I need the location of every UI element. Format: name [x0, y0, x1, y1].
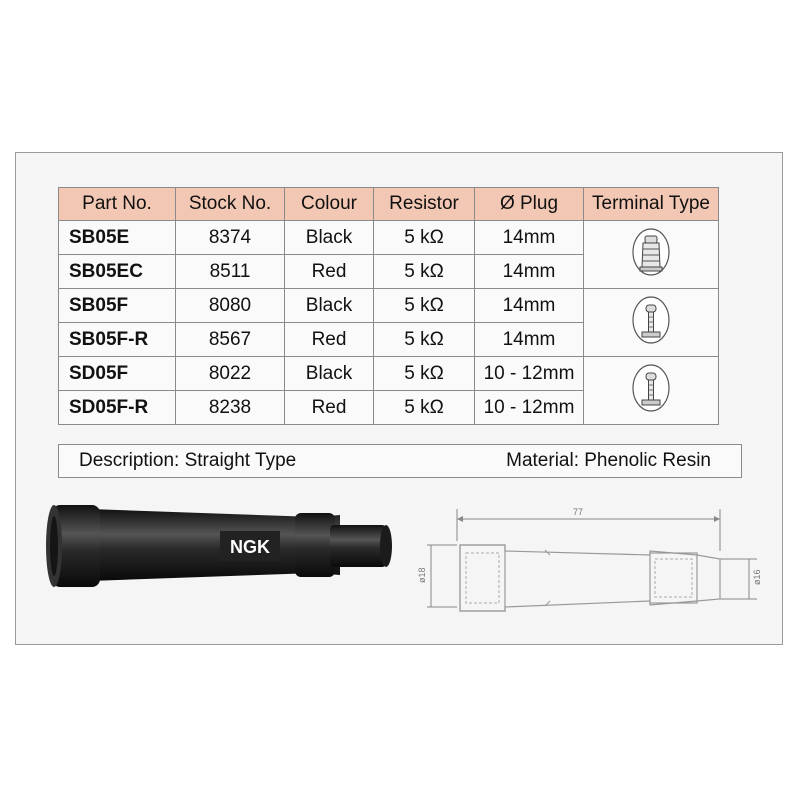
cell-stock-no: 8080 — [176, 289, 285, 323]
spec-table — [58, 187, 719, 425]
cell-stock-no: 8374 — [176, 221, 285, 255]
product-photo — [40, 495, 400, 595]
cell-colour: Red — [285, 391, 374, 425]
cell-plug: 14mm — [475, 221, 584, 255]
cell-resistor: 5 kΩ — [374, 255, 475, 289]
cell-plug: 14mm — [475, 255, 584, 289]
material-text: Material: Phenolic Resin — [506, 450, 711, 471]
description-text: Description: Straight Type — [79, 450, 297, 471]
cell-part-no: SD05F — [59, 357, 176, 391]
cell-part-no: SB05E — [59, 221, 176, 255]
cell-stock-no: 8238 — [176, 391, 285, 425]
cell-resistor: 5 kΩ — [374, 289, 475, 323]
length-dimension: 77 — [573, 507, 584, 517]
header-stock-no: Stock No. — [176, 188, 285, 221]
cell-part-no: SB05F — [59, 289, 176, 323]
cell-part-no: SD05F-R — [59, 391, 176, 425]
cell-colour: Black — [285, 357, 374, 391]
cell-resistor: 5 kΩ — [374, 391, 475, 425]
ngk-logo: NGK — [230, 537, 270, 557]
cell-terminal-type — [584, 289, 719, 357]
dimension-drawing — [405, 495, 765, 615]
cell-resistor: 5 kΩ — [374, 357, 475, 391]
cell-colour: Red — [285, 255, 374, 289]
cell-part-no: SB05EC — [59, 255, 176, 289]
cell-terminal-type — [584, 221, 719, 289]
header-resistor: Resistor — [374, 188, 475, 221]
terminal-screw-icon — [631, 363, 671, 413]
header-part-no: Part No. — [59, 188, 176, 221]
cell-terminal-type — [584, 357, 719, 425]
terminal-screw-icon — [631, 295, 671, 345]
terminal-nut-icon — [631, 227, 671, 277]
left-diameter: ø18 — [417, 567, 427, 583]
header-terminal-type: Terminal Type — [584, 188, 719, 221]
right-diameter: ø16 — [752, 569, 762, 585]
cell-colour: Red — [285, 323, 374, 357]
header-colour: Colour — [285, 188, 374, 221]
header-plug: Ø Plug — [475, 188, 584, 221]
cell-plug: 14mm — [475, 289, 584, 323]
cell-colour: Black — [285, 289, 374, 323]
cell-stock-no: 8511 — [176, 255, 285, 289]
cell-colour: Black — [285, 221, 374, 255]
table-header-row — [59, 188, 719, 221]
cell-stock-no: 8022 — [176, 357, 285, 391]
description-bar — [58, 444, 742, 478]
cell-stock-no: 8567 — [176, 323, 285, 357]
cell-part-no: SB05F-R — [59, 323, 176, 357]
cell-plug: 10 - 12mm — [475, 391, 584, 425]
cell-plug: 14mm — [475, 323, 584, 357]
table-row — [59, 357, 719, 391]
cell-resistor: 5 kΩ — [374, 221, 475, 255]
table-row — [59, 289, 719, 323]
table-row — [59, 221, 719, 255]
cell-plug: 10 - 12mm — [475, 357, 584, 391]
cell-resistor: 5 kΩ — [374, 323, 475, 357]
